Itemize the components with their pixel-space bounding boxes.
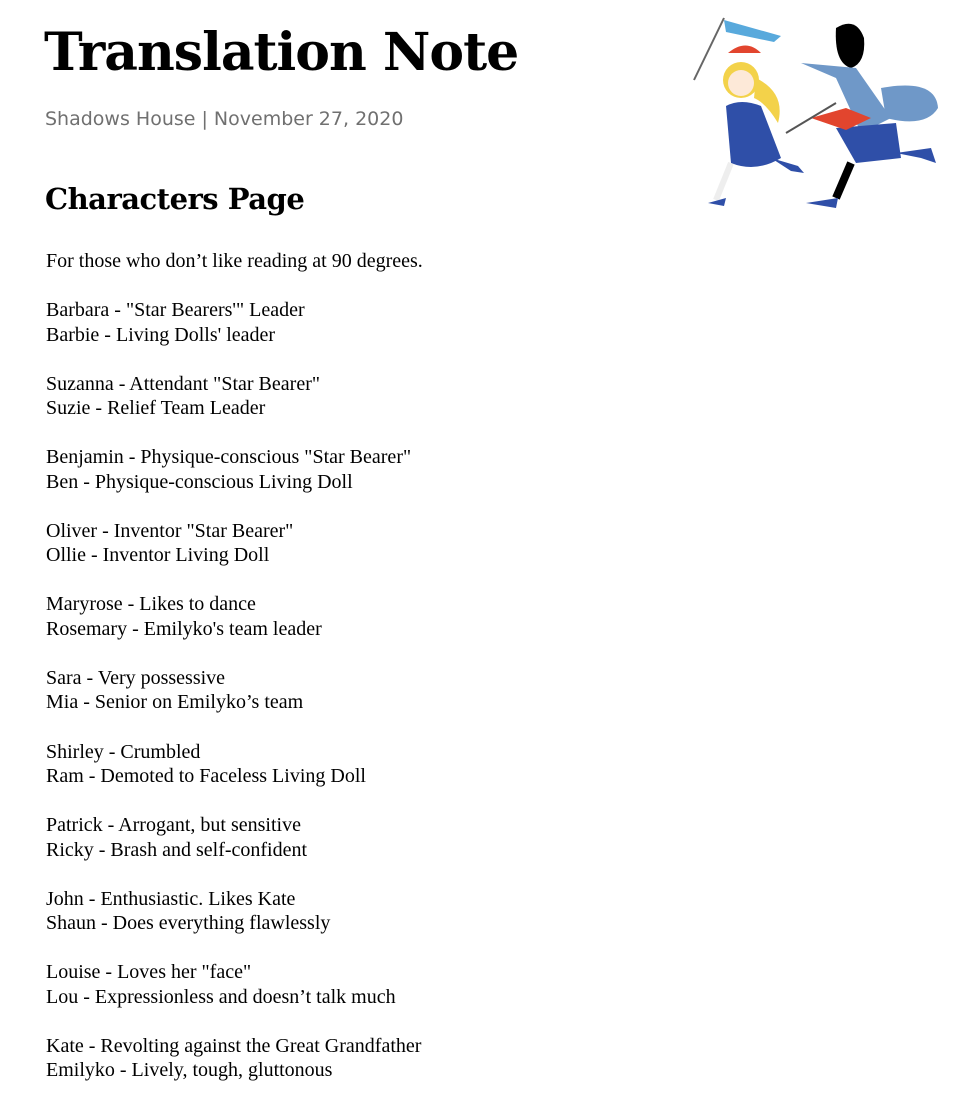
master-line: Maryrose - Likes to dance: [46, 593, 256, 616]
character-pair: [46, 592, 421, 666]
doll-line: Ollie - Inventor Living Doll: [46, 544, 270, 567]
doll-line: Suzie - Relief Team Leader: [46, 397, 266, 420]
doll-line: Emilyko - Lively, tough, gluttonous: [46, 1059, 333, 1082]
characters-illustration: [686, 8, 946, 218]
page-title: Translation Note: [44, 22, 519, 83]
character-pair: [46, 445, 421, 519]
character-pair: [46, 960, 421, 1034]
master-line: Kate - Revolting against the Great Grandfather: [46, 1034, 422, 1057]
master-line: Patrick - Arrogant, but sensitive: [46, 814, 301, 837]
master-line: Suzanna - Attendant "Star Bearer": [46, 372, 321, 395]
master-line: Louise - Loves her "face": [46, 961, 252, 984]
doll-line: Lou - Expressionless and doesn’t talk much: [46, 985, 396, 1008]
character-list: [46, 298, 421, 1108]
character-pair: [46, 887, 421, 961]
doll-line: Ben - Physique-conscious Living Doll: [46, 470, 353, 493]
doll-line: Mia - Senior on Emilyko’s team: [46, 691, 304, 714]
intro-text: For those who don’t like reading at 90 degrees.: [46, 250, 423, 272]
character-pair: [46, 666, 421, 740]
master-line: John - Enthusiastic. Likes Kate: [46, 887, 296, 910]
doll-line: Shaun - Does everything flawlessly: [46, 912, 331, 935]
character-pair: [46, 1034, 421, 1108]
master-line: Shirley - Crumbled: [46, 740, 201, 763]
master-line: Sara - Very possessive: [46, 666, 226, 689]
character-pair: [46, 740, 421, 814]
doll-line: Ricky - Brash and self-confident: [46, 838, 308, 861]
character-pair: [46, 519, 421, 593]
doll-line: Ram - Demoted to Faceless Living Doll: [46, 765, 366, 788]
doll-line: Barbie - Living Dolls' leader: [46, 323, 276, 346]
master-line: Oliver - Inventor "Star Bearer": [46, 519, 294, 542]
character-pair: [46, 298, 421, 372]
master-line: Barbara - "Star Bearers'" Leader: [46, 299, 305, 321]
character-pair: [46, 813, 421, 887]
post-meta: Shadows House | November 27, 2020: [45, 108, 404, 130]
master-line: Benjamin - Physique-conscious "Star Bearer": [46, 446, 412, 469]
character-pair: [46, 372, 421, 446]
doll-line: Rosemary - Emilyko's team leader: [46, 617, 322, 640]
section-heading: Characters Page: [45, 182, 305, 216]
